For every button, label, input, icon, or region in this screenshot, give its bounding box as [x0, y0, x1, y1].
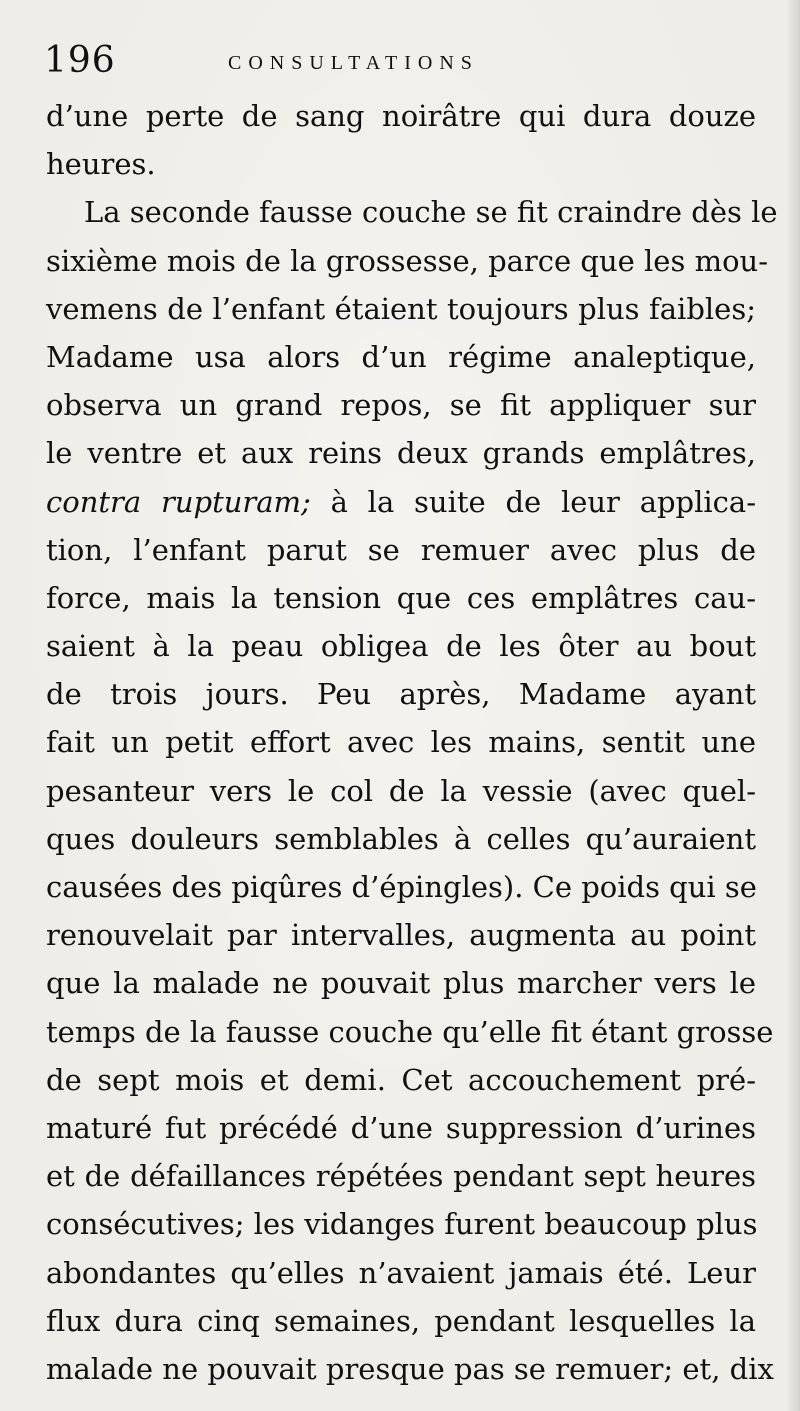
text-line: flux dura cinq semaines, pendant lesquelles la	[46, 1303, 756, 1338]
text-line-with-italic	[46, 478, 756, 526]
text-line: causées des piqûres d’épingles). Ce poids qui se	[46, 870, 757, 904]
text-line: malade ne pouvait presque pas se remuer; et, dix	[46, 1351, 774, 1386]
text-line: tion, l’enfant parut se remuer avec plus de	[46, 532, 756, 567]
text-line: sixième mois de la grossesse, parce que les mou-	[46, 243, 768, 278]
text-line: temps de la fausse couche qu’elle fit étant grosse	[46, 1014, 774, 1049]
text-line: observa un grand repos, se fit appliquer sur	[46, 388, 756, 423]
text-line: le ventre et aux reins deux grands emplâtres,	[46, 436, 756, 471]
text-line: vemens de l’enfant étaient toujours plus faibles;	[46, 291, 756, 326]
text-line: de trois jours. Peu après, Madame ayant	[46, 677, 756, 712]
text-line: abondantes qu’elles n’avaient jamais été. Leur	[46, 1255, 756, 1290]
text-line: pesanteur vers le col de la vessie (avec quel-	[46, 773, 756, 808]
text-line-rest: à la suite de leur applica-	[330, 484, 756, 519]
page-number: 196	[44, 40, 116, 81]
text-line: fait un petit effort avec les mains, sentit une	[46, 725, 756, 760]
text-line: d’une perte de sang noirâtre qui dura douze	[46, 99, 756, 133]
text-line: heures.	[46, 147, 156, 182]
text-line: La seconde fausse couche se fit craindre dès le	[84, 195, 778, 230]
italic-phrase: contra rupturam;	[46, 484, 311, 519]
text-line: maturé fut précédé d’une suppression d’urines	[46, 1110, 756, 1145]
page-header	[44, 40, 744, 90]
text-line: saient à la peau obligea de les ôter au bout	[46, 629, 756, 664]
text-line: consécutives; les vidanges furent beaucoup plus	[46, 1207, 758, 1242]
text-line: de sept mois et demi. Cet accouchement pré-	[46, 1062, 756, 1097]
text-line: et de défaillances répétées pendant sept heures	[46, 1159, 756, 1194]
page-edge-shadow	[786, 0, 800, 1411]
text-line: renouvelait par intervalles, augmenta au point	[46, 918, 756, 953]
text-line: Madame usa alors d’un régime analeptique,	[46, 339, 756, 374]
text-line: que la malade ne pouvait plus marcher vers le	[46, 966, 756, 1001]
text-line: ques douleurs semblables à celles qu’auraient	[46, 821, 756, 856]
running-head: CONSULTATIONS	[228, 52, 479, 74]
body-text	[46, 92, 778, 1393]
text-line: force, mais la tension que ces emplâtres cau-	[46, 580, 756, 615]
